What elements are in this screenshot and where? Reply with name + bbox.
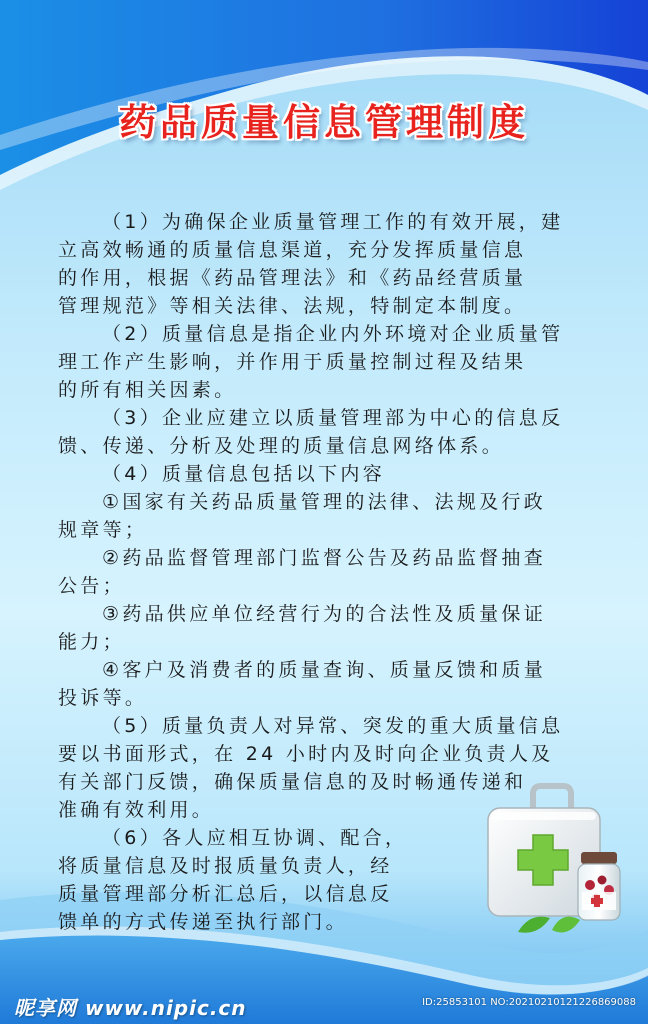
list-item-3: ③药品供应单位经营行为的合法性及质量保证 能力；	[58, 603, 547, 653]
paragraph-5: （5）质量负责人对异常、突发的重大质量信息 要以书面形式，在 24 小时内及时向企业负责人及 有关部门反馈，确保质量信息的及时畅通传递和 准确有效利用。	[58, 715, 564, 821]
paragraph-4: （4）质量信息包括以下内容	[102, 463, 385, 485]
watermark-id: ID:25853101 NO:20210210121226869088	[422, 997, 636, 1008]
page-title: 药品质量信息管理制度	[119, 100, 529, 144]
paragraph-6: （6）各人应相互协调、配合， 将质量信息及时报质量负责人，经 质量管理部分析汇总后，以信息反 馈单的方式传递至执行部门。	[58, 827, 408, 933]
paragraph-3: （3）企业应建立以质量管理部为中心的信息反 馈、传递、分析及处理的质量信息网络体系。	[58, 407, 564, 457]
leaf-icon	[518, 917, 580, 933]
watermark-logo: 昵享网 www.nipic.cn	[14, 996, 247, 1020]
paragraph-2: （2）质量信息是指企业内外环境对企业质量管 理工作产生影响，并作用于质量控制过程及结果 的所有相关因素。	[58, 323, 564, 401]
list-item-2: ②药品监督管理部门监督公告及药品监督抽查 公告；	[58, 547, 547, 597]
paragraph-1: （1）为确保企业质量管理工作的有效开展，建 立高效畅通的质量信息渠道，充分发挥质量信息 的作用，根据《药品管理法》和《药品经营质量 管理规范》等相关法律、法规，特制定本制度。	[58, 211, 564, 317]
list-item-1: ①国家有关药品质量管理的法律、法规及行政 规章等；	[58, 491, 547, 541]
medicine-bottle-icon	[578, 852, 620, 920]
list-item-4: ④客户及消费者的质量查询、质量反馈和质量 投诉等。	[58, 659, 547, 709]
medical-kit-icon	[478, 780, 628, 940]
